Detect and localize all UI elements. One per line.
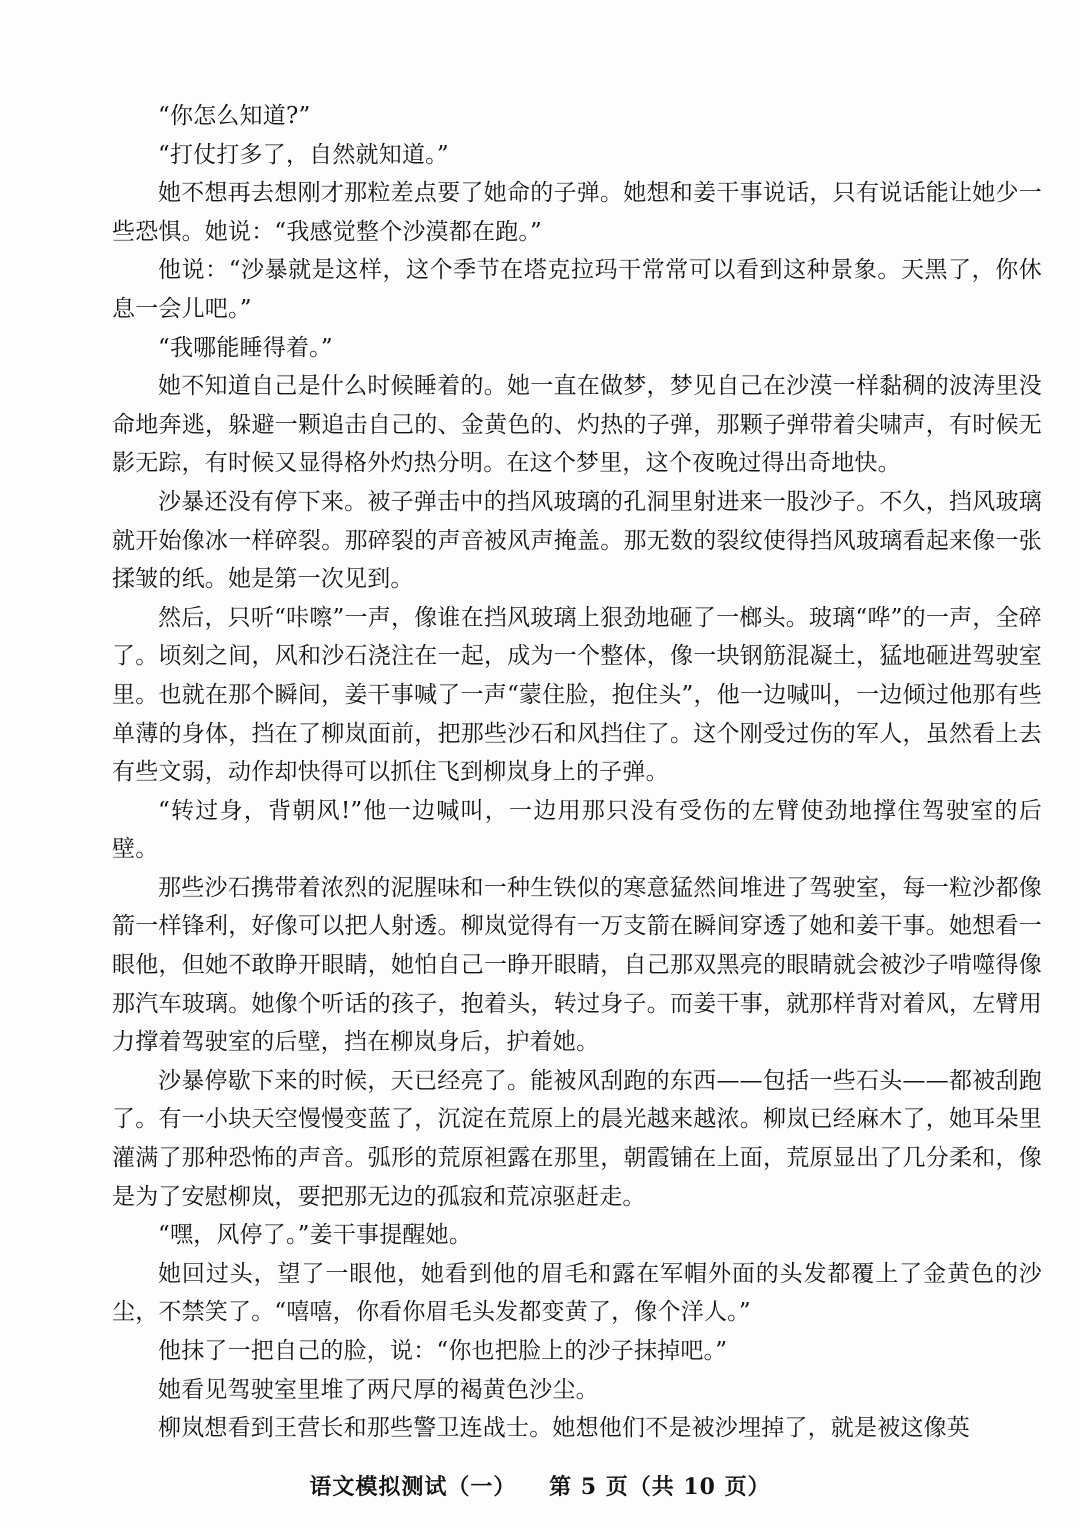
paragraph: “我哪能睡得着。” — [158, 334, 333, 361]
paragraph: 他说：“沙暴就是这样，这个季节在塔克拉玛干常常可以看到这种景象。天黑了，你休息一会儿吧。” — [112, 257, 1042, 322]
paragraph: “转过身，背朝风!”他一边喊叫，一边用那只没有受伤的左臂使劲地撑住驾驶室的后壁。 — [112, 797, 1042, 863]
paragraph: 沙暴还没有停下来。被子弹击中的挡风玻璃的孔洞里射进来一股沙子。不久，挡风玻璃就开始像冰一样碎裂。那碎裂的声音被风声掩盖。那无数的裂纹使得挡风玻璃看起来像一张揉皱的纸。她是第一次见到。 — [112, 488, 1042, 593]
paragraph: 那些沙石携带着浓烈的泥腥味和一种生铁似的寒意猛然间堆进了驾驶室，每一粒沙都像箭一样锋利，好像可以把人射透。柳岚觉得有一万支箭在瞬间穿透了她和姜干事。她想看一眼他，但她不敢睁开眼睛，她怕自己一睁开眼睛，自己那双黑亮的眼睛就会被沙子啃噬得像那汽车玻璃。她像个听话的孩子，抱着头，转过身子。而姜干事，就那样背对着风，左臂用力撑着驾驶室的后壁，挡在柳岚身后，护着她。 — [112, 874, 1042, 1056]
paragraph: 柳岚想看到王营长和那些警卫连战士。她想他们不是被沙埋掉了，就是被这像英 — [158, 1415, 970, 1442]
paragraph: “打仗打多了，自然就知道。” — [158, 141, 449, 168]
page-footer — [0, 1470, 1080, 1501]
page-number: 第 5 页（共 10 页） — [549, 1474, 771, 1500]
reading-passage — [112, 97, 1042, 1448]
paragraph: 沙暴停歇下来的时候，天已经亮了。能被风刮跑的东西——包括一些石头——都被刮跑了。有一小块天空慢慢变蓝了，沉淀在荒原上的晨光越来越浓。柳岚已经麻木了，她耳朵里灌满了那种恐怖的声音。弧形的荒原袒露在那里，朝霞铺在上面，荒原显出了几分柔和，像是为了安慰柳岚，要把那无边的孤寂和荒凉驱赶走。 — [112, 1067, 1042, 1210]
paragraph: 然后，只听“咔嚓”一声，像谁在挡风玻璃上狠劲地砸了一榔头。玻璃“哗”的一声，全碎了。顷刻之间，风和沙石浇注在一起，成为一个整体，像一块钢筋混凝土，猛地砸进驾驶室里。也就在那个瞬间，姜干事喊了一声“蒙住脸，抱住头”，他一边喊叫，一边倾过他那有些单薄的身体，挡在了柳岚面前，把那些沙石和风挡住了。这个刚受过伤的军人，虽然看上去有些文弱，动作却快得可以抓住飞到柳岚身上的子弹。 — [112, 604, 1042, 786]
exam-title: 语文模拟测试（一） — [309, 1474, 517, 1500]
paragraph: 她看见驾驶室里堆了两尺厚的褐黄色沙尘。 — [158, 1376, 599, 1403]
paragraph: 他抹了一把自己的脸，说：“你也把脸上的沙子抹掉吧。” — [158, 1338, 728, 1364]
paragraph: 她回过头，望了一眼他，她看到他的眉毛和露在军帽外面的头发都覆上了金黄色的沙尘，不禁笑了。“嘻嘻，你看你眉毛头发都变黄了，像个洋人。” — [112, 1260, 1042, 1326]
paragraph: “你怎么知道?” — [158, 103, 311, 129]
paragraph: 她不知道自己是什么时候睡着的。她一直在做梦，梦见自己在沙漠一样黏稠的波涛里没命地奔逃，躲避一颗追击自己的、金黄色的、灼热的子弹，那颗子弹带着尖啸声，有时候无影无踪，有时候又显得格外灼热分明。在这个梦里，这个夜晚过得出奇地快。 — [112, 373, 1042, 477]
paragraph: “嘿，风停了。”姜干事提醒她。 — [158, 1222, 473, 1249]
paragraph: 她不想再去想刚才那粒差点要了她命的子弹。她想和姜干事说话，只有说话能让她少一些恐惧。她说：“我感觉整个沙漠都在跑。” — [112, 180, 1042, 245]
